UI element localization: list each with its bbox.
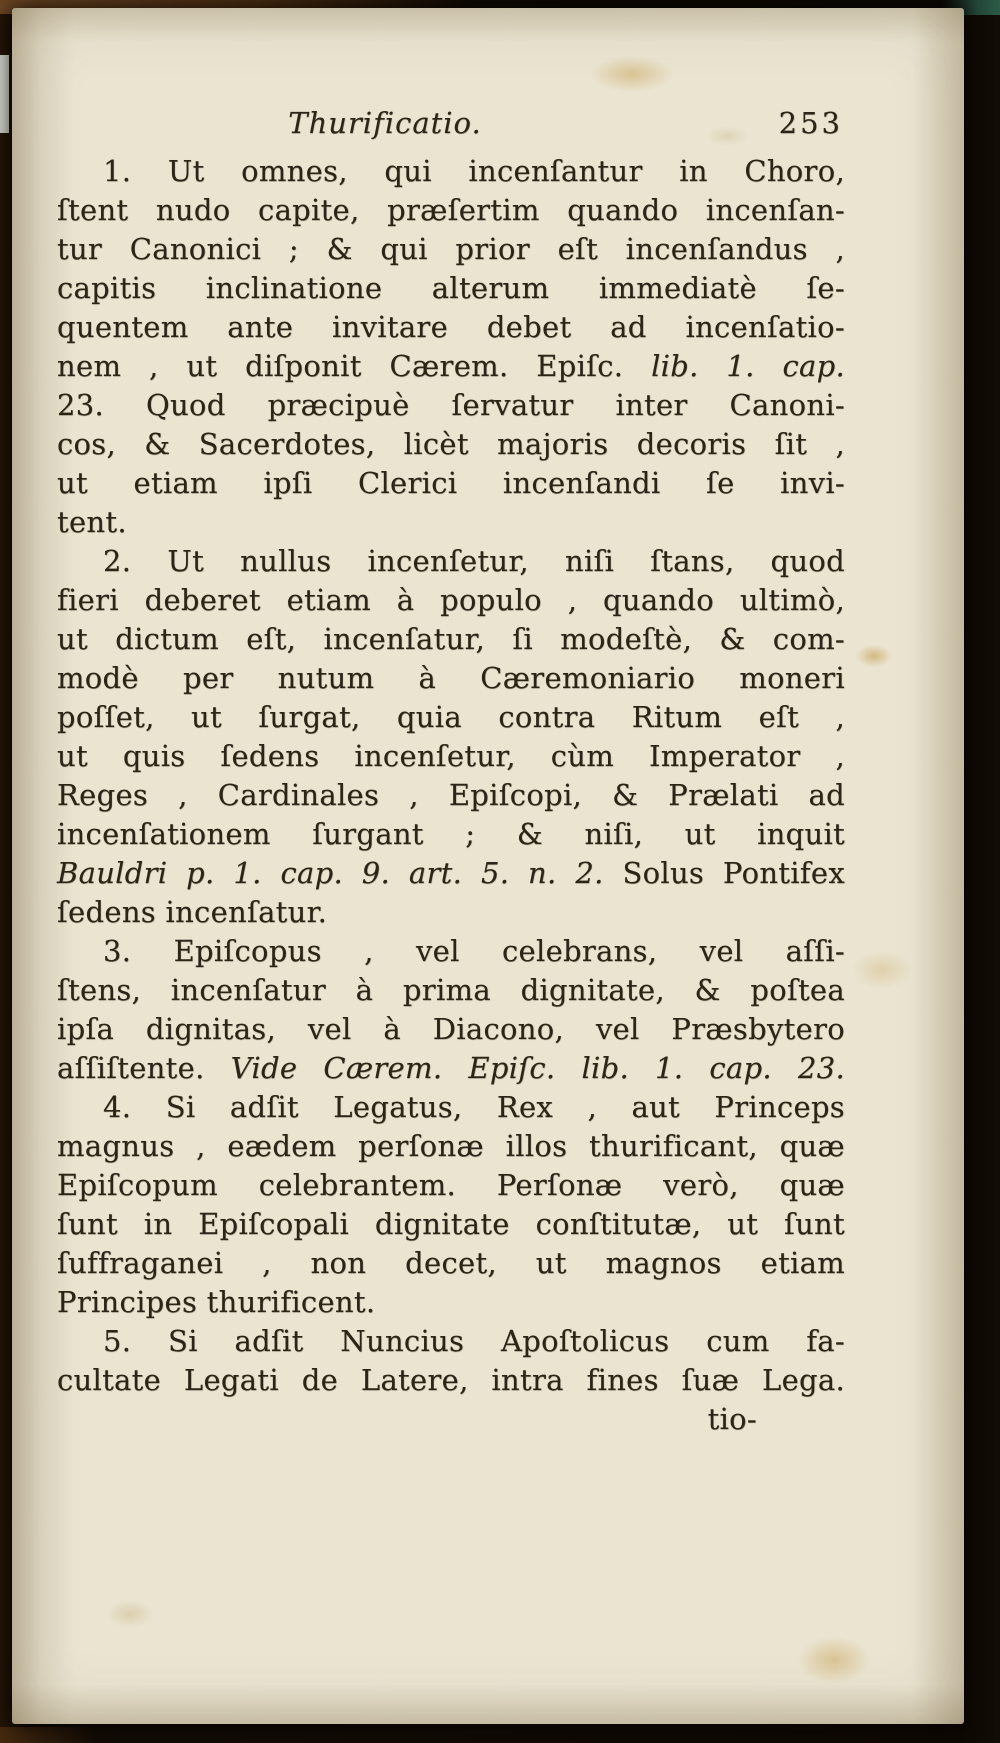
book-page [12,8,964,1724]
text-segment: 3. Epiſcopus , vel celebrans, vel aſſi- [103,934,845,968]
text-line [57,230,845,269]
running-title: Thurificatio. [288,106,482,140]
text-line [57,620,845,659]
text-segment: 1. Ut omnes, qui incenſantur in Choro, [103,154,845,188]
catchword-row [57,1400,845,1439]
text-line [57,386,845,425]
page-text-block [57,104,845,1439]
text-line [57,1127,845,1166]
text-segment: ſedens incenſatur. [57,895,328,929]
text-segment: 23. Quod præcipuè ſervatur inter Canoni- [57,388,845,422]
text-segment: magnus , eædem perſonæ illos thurificant, quæ [57,1129,845,1163]
text-line [57,347,845,386]
text-segment: 2. Ut nullus incenſetur, niſi ſtans, quod [103,544,845,578]
text-segment: 4. Si adſit Legatus, Rex , aut Princeps [103,1090,845,1124]
text-line [57,776,845,815]
text-line [57,464,845,503]
text-segment-italic: lib. 1. cap. [651,349,845,383]
text-line [57,1283,845,1322]
text-line [57,698,845,737]
text-line [57,659,845,698]
text-line [57,815,845,854]
catchword: tio- [707,1402,757,1436]
text-line [57,1049,845,1088]
text-line [57,1088,845,1127]
text-line [57,1205,845,1244]
text-line [57,191,845,230]
binding-edge-bottom-left [0,1727,95,1743]
text-segment: Epiſcopum celebrantem. Perſonæ verò, quæ [57,1168,845,1202]
text-segment: poſſet, ut ſurgat, quia contra Ritum eſt , [57,700,845,734]
text-segment: cos, & Sacerdotes, licèt majoris decoris ſit , [57,427,845,461]
text-segment: cultate Legati de Latere, intra fines ſuæ Lega. [57,1363,845,1397]
text-segment-italic: Bauldri p. 1. cap. 9. art. 5. n. 2. [57,856,604,890]
text-line [57,1010,845,1049]
text-line [57,503,845,542]
text-segment: ut dictum eſt, incenſatur, ſi modeſtè, & com- [57,622,845,656]
text-segment: ipſa dignitas, vel à Diacono, vel Præsbytero [57,1012,845,1046]
text-segment: aſſiſtente. [57,1051,231,1085]
text-line [57,542,845,581]
text-segment: ſtent nudo capite, præſertim quando incenſan- [57,193,845,227]
text-segment: ſuffraganei , non decet, ut magnos etiam [57,1246,845,1280]
text-line [57,581,845,620]
text-line [57,308,845,347]
text-line [57,152,845,191]
text-line [57,425,845,464]
text-segment: capitis inclinatione alterum immediatè ſe- [57,271,845,305]
text-segment: Solus Pontifex [603,856,845,890]
text-body [57,152,845,1400]
text-segment: ut quis ſedens incenſetur, cùm Imperator , [57,739,845,773]
text-segment: incenſationem ſurgant ; & niſi, ut inquit [57,817,845,851]
text-line [57,932,845,971]
text-line [57,737,845,776]
text-segment: ſunt in Epiſcopali dignitate conſtitutæ, ut ſunt [57,1207,845,1241]
text-line [57,1361,845,1400]
text-line [57,971,845,1010]
page-number: 253 [778,106,843,140]
text-segment: nem , ut diſponit Cærem. Epiſc. [57,349,652,383]
text-segment: quentem ante invitare debet ad incenſatio- [57,310,845,344]
text-line [57,269,845,308]
text-segment: ut etiam ipſi Clerici incenſandi ſe invi- [57,466,845,500]
text-segment-italic: Vide Cærem. Epiſc. lib. 1. cap. 23. [230,1051,845,1085]
text-line [57,1322,845,1361]
text-segment: ſtens, incenſatur à prima dignitate, & poſtea [57,973,845,1007]
text-line [57,893,845,932]
text-segment: 5. Si adſit Nuncius Apoſtolicus cum fa- [103,1324,845,1358]
text-segment: Reges , Cardinales , Epiſcopi, & Prælati ad [57,778,845,812]
text-segment: Principes thurificent. [57,1285,376,1319]
page-header [57,104,845,148]
text-segment: tur Canonici ; & qui prior eſt incenſandus , [57,232,845,266]
text-line [57,1244,845,1283]
text-segment: tent. [57,505,127,539]
text-line [57,854,845,893]
text-line [57,1166,845,1205]
text-segment: fieri deberet etiam à populo , quando ultimò, [57,583,845,617]
text-segment: modè per nutum à Cæremoniario moneri [57,661,845,695]
